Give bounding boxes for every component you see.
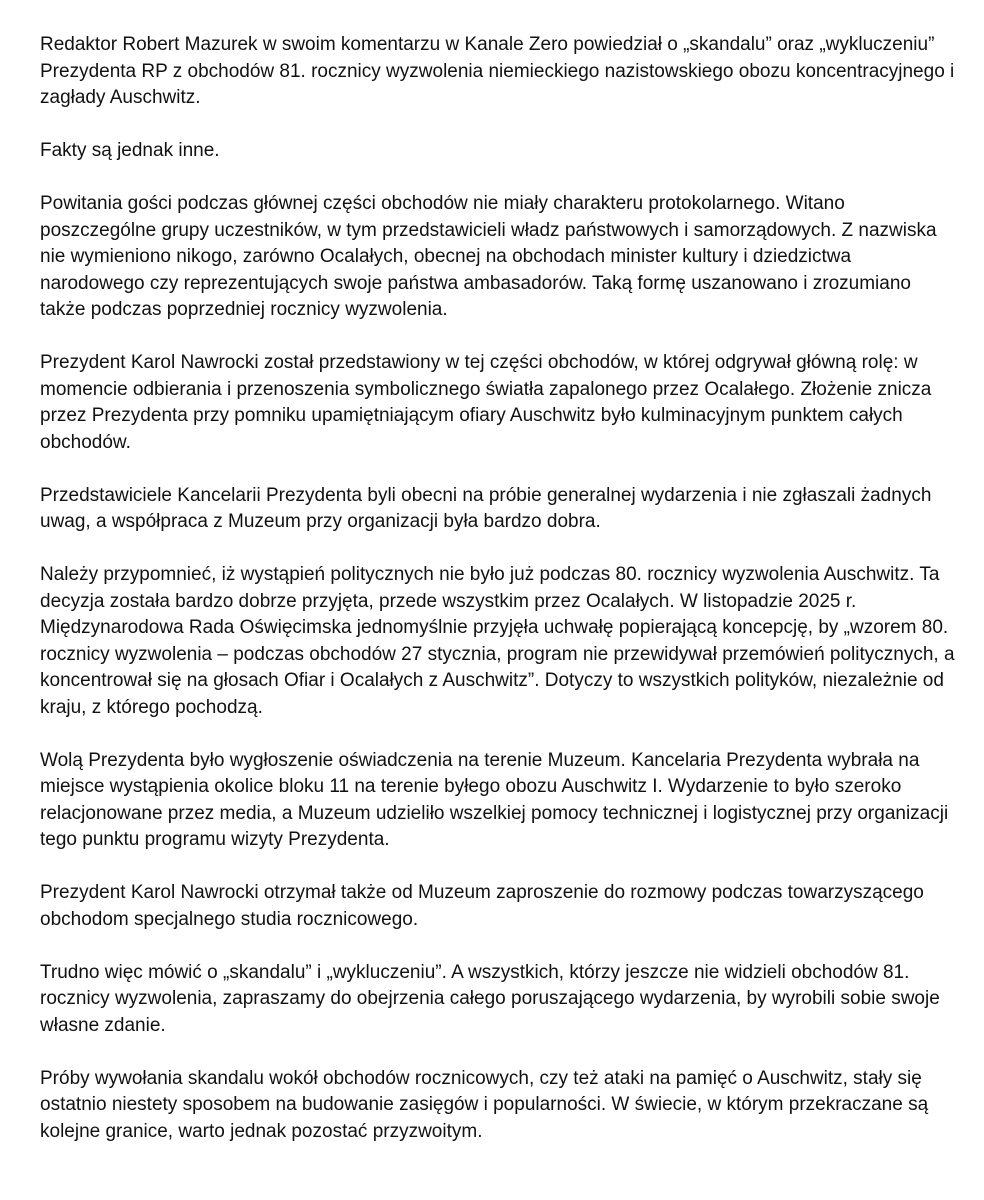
paragraph-no-political-speeches: Należy przypomnieć, iż wystąpień politycznych nie było już podczas 80. rocznicy wyzwolenia Auschwitz. Ta decyzja została bardzo dobrze przyjęta, przede wszystkim przez Ocalałych. W listopadzie 2025 r. Międzynarodowa Rada Oświęcimska jednomyślnie przyjęła uchwałę popierającą koncepcję, by „wzorem 80. rocznicy wyzwolenia – podczas obchodów 27 stycznia, program nie przewidywał przemówień politycznych, a koncentrował się na głosach Ofiar i Ocalałych z Auschwitz”. Dotyczy to wszystkich polityków, niezależnie od kraju, z którego pochodzą. xyxy=(40,564,955,718)
statement-document xyxy=(40,32,960,1145)
paragraph-statement-location: Wolą Prezydenta było wygłoszenie oświadczenia na terenie Muzeum. Kancelaria Prezydenta wybrała na miejsce wystąpienia okolice bloku 11 na terenie byłego obozu Auschwitz I. Wydarzenie to było szeroko relacjonowane przez media, a Muzeum udzieliło wszelkiej pomocy technicznej i logistycznej przy organizacji tego punktu programu wizyty Prezydenta. xyxy=(40,749,949,850)
paragraph-closing: Próby wywołania skandalu wokół obchodów rocznicowych, czy też ataki na pamięć o Auschwitz, stały się ostatnio niestety sposobem na budowanie zasięgów i popularności. W świecie, w którym przekraczane są kolejne granice, warto jednak pozostać przyzwoitym. xyxy=(40,1067,929,1142)
paragraph-greetings: Powitania gości podczas głównej części obchodów nie miały charakteru protokolarnego. Witano poszczególne grupy uczestników, w tym przedstawicieli władz państwowych i samorządowych. Z nazwiska nie wymieniono nikogo, zarówno Ocalałych, obecnej na obchodach minister kultury i dziedzictwa narodowego czy reprezentujących swoje państwa ambasadorów. Taką formę uszanowano i zrozumiano także podczas poprzedniej rocznicy wyzwolenia. xyxy=(40,193,937,320)
paragraph-rehearsal: Przedstawiciele Kancelarii Prezydenta byli obecni na próbie generalnej wydarzenia i nie zgłaszali żadnych uwag, a współpraca z Muzeum przy organizacji była bardzo dobra. xyxy=(40,484,932,532)
paragraph-president-role: Prezydent Karol Nawrocki został przedstawiony w tej części obchodów, w której odgrywał główną rolę: w momencie odbierania i przenoszenia symbolicznego światła zapalonego przez Ocalałego. Złożenie znicza przez Prezydenta przy pomniku upamiętniającym ofiary Auschwitz było kulminacyjnym punktem całych obchodów. xyxy=(40,352,932,453)
paragraph-intro: Redaktor Robert Mazurek w swoim komentarzu w Kanale Zero powiedział o „skandalu” oraz „wykluczeniu” Prezydenta RP z obchodów 81. rocznicy wyzwolenia niemieckiego nazistowskiego obozu koncentracyjnego i zagłady Auschwitz. xyxy=(40,34,955,108)
paragraph-conclusion: Trudno więc mówić o „skandalu” i „wykluczeniu”. A wszystkich, którzy jeszcze nie widzieli obchodów 81. rocznicy wyzwolenia, zapraszamy do obejrzenia całego poruszającego wydarzenia, by wyrobili sobie swoje własne zdanie. xyxy=(40,961,940,1036)
paragraph-facts: Fakty są jednak inne. xyxy=(40,140,220,161)
paragraph-studio-invitation: Prezydent Karol Nawrocki otrzymał także od Muzeum zaproszenie do rozmowy podczas towarzyszącego obchodom specjalnego studia rocznicowego. xyxy=(40,882,924,930)
